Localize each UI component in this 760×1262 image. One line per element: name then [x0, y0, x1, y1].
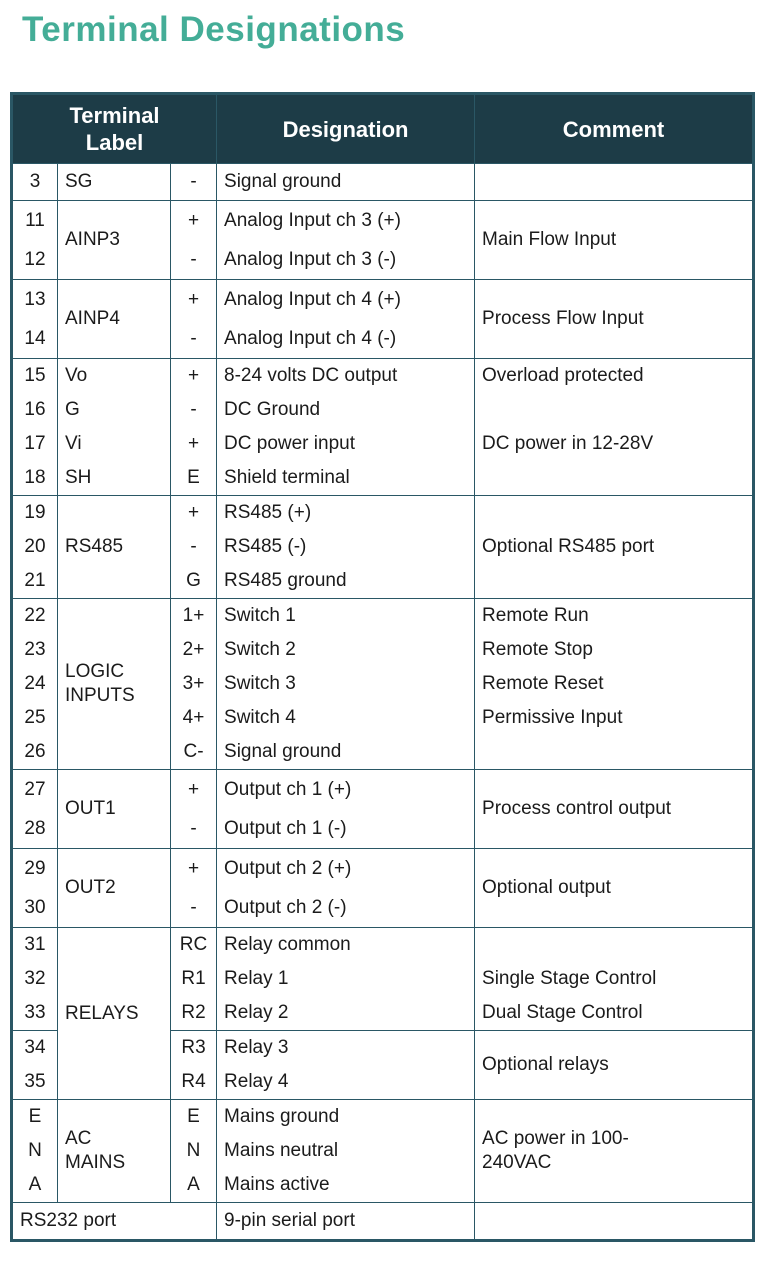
terminal-number: 26: [24, 741, 46, 762]
terminal-sign: R2: [181, 1002, 206, 1023]
terminal-sign-cell: [171, 359, 217, 496]
terminal-label: OUT1: [65, 798, 116, 819]
header-designation: Designation: [217, 94, 475, 164]
designation-cell: [217, 1203, 475, 1241]
terminal-sign-cell: [171, 164, 217, 201]
terminal-label-cell: [58, 770, 171, 849]
terminal-label-cell: [58, 280, 171, 359]
comment: Optional RS485 port: [482, 536, 655, 557]
table-row: [12, 496, 754, 599]
terminal-number: 21: [24, 570, 46, 591]
terminal-number-cell: [12, 496, 58, 599]
designation: Analog Input ch 3 (-): [224, 249, 397, 270]
terminal-label-cell: [58, 928, 171, 1100]
designation-cell: [217, 928, 475, 1031]
terminal-number: 15: [24, 365, 46, 386]
table-row: [12, 201, 754, 280]
comment: Remote Run: [482, 605, 589, 626]
comment: [475, 735, 752, 769]
designation: Analog Input ch 3 (+): [224, 210, 401, 231]
terminal-sign: R1: [181, 968, 206, 989]
table-row: [12, 164, 754, 201]
terminal-label: SG: [65, 171, 93, 192]
designation: 9-pin serial port: [224, 1210, 355, 1231]
terminal-sign: -: [190, 536, 197, 557]
table-row: [12, 280, 754, 359]
comment-cell: [475, 496, 754, 599]
designation: Relay 2: [224, 1002, 289, 1023]
terminal-number-cell: [12, 201, 58, 280]
table-row: [12, 359, 754, 496]
comment: Optional output: [482, 877, 611, 898]
designation-cell: [217, 1100, 475, 1203]
designation: Relay 1: [224, 968, 289, 989]
comment: Overload protected: [482, 365, 644, 386]
table-row: [12, 1100, 754, 1203]
designation: Relay common: [224, 934, 351, 955]
terminal-number: 35: [24, 1071, 46, 1092]
comment: Process control output: [482, 798, 672, 819]
terminal-sign-cell: [171, 928, 217, 1031]
designation-cell: [217, 599, 475, 770]
terminal-sign: E: [187, 467, 200, 488]
designation-cell: [217, 1031, 475, 1100]
terminal-sign: -: [190, 818, 197, 839]
terminal-sign: -: [190, 897, 197, 918]
terminal-sign: A: [187, 1174, 200, 1195]
designation: Output ch 2 (+): [224, 858, 352, 879]
terminal-number: 12: [24, 249, 46, 270]
terminal-label: Vo: [65, 365, 88, 386]
terminal-label: RS485: [65, 536, 124, 557]
comment-cell: [475, 770, 754, 849]
designation-cell: [217, 770, 475, 849]
terminal-label: AINP4: [65, 308, 120, 329]
terminal-number: 20: [24, 536, 46, 557]
terminal-number: 16: [24, 399, 46, 420]
designation: DC power input: [224, 433, 355, 454]
comment: Single Stage Control: [482, 968, 657, 989]
terminal-sign: N: [186, 1140, 201, 1161]
terminal-number: 31: [24, 934, 46, 955]
terminal-number: 18: [24, 467, 46, 488]
terminal-number: 17: [24, 433, 46, 454]
terminal-sign: 4+: [182, 707, 205, 728]
terminal-label-cell: [58, 599, 171, 770]
designation-cell: [217, 359, 475, 496]
terminal-sign: C-: [183, 741, 204, 762]
terminal-sign: 2+: [182, 639, 205, 660]
terminal-number-cell: [12, 928, 58, 1031]
designation-cell: [217, 849, 475, 928]
terminal-designations-table: [10, 92, 755, 1242]
terminal-sign: +: [187, 365, 200, 386]
terminal-label-cell: [58, 201, 171, 280]
comment-cell: [475, 201, 754, 280]
designation: Output ch 1 (-): [224, 818, 347, 839]
designation: Relay 4: [224, 1071, 289, 1092]
designation: Output ch 2 (-): [224, 897, 347, 918]
terminal-number: 32: [24, 968, 46, 989]
terminal-number-cell: [12, 164, 58, 201]
terminal-label: RS232 port: [20, 1210, 117, 1231]
comment-cell: [475, 280, 754, 359]
terminal-sign: -: [190, 399, 197, 420]
comment: Dual Stage Control: [482, 1002, 643, 1023]
terminal-label: RELAYS: [65, 1002, 139, 1024]
terminal-label: OUT2: [65, 877, 116, 898]
terminal-sign: +: [187, 502, 200, 523]
terminal-number: 24: [24, 673, 46, 694]
comment: [475, 461, 752, 495]
terminal-sign: +: [187, 858, 200, 879]
terminal-number: 19: [24, 502, 46, 523]
designation: Mains neutral: [224, 1140, 339, 1161]
designation: Mains ground: [224, 1106, 340, 1127]
table-row: [12, 849, 754, 928]
comment: Remote Reset: [482, 673, 604, 694]
designation: Switch 4: [224, 707, 296, 728]
terminal-number: 22: [24, 605, 46, 626]
designation: Switch 1: [224, 605, 296, 626]
comment-cell: [475, 164, 754, 201]
designation: Switch 3: [224, 673, 296, 694]
terminal-sign: +: [187, 779, 200, 800]
designation: RS485 (+): [224, 502, 312, 523]
terminal-label: SH: [65, 467, 92, 488]
terminal-number-cell: [12, 280, 58, 359]
terminal-sign: R4: [181, 1071, 206, 1092]
terminal-number: 30: [24, 897, 46, 918]
comment: AC power in 100-240VAC: [482, 1128, 629, 1173]
terminal-number: 25: [24, 707, 46, 728]
terminal-sign-cell: [171, 1031, 217, 1100]
terminal-sign: -: [190, 249, 197, 270]
terminal-number: 34: [24, 1037, 46, 1058]
comment: [475, 164, 752, 200]
terminal-label-cell: [58, 164, 171, 201]
designation: Switch 2: [224, 639, 296, 660]
terminal-number: 33: [24, 1002, 46, 1023]
comment-cell: [475, 599, 754, 770]
header-comment: Comment: [475, 94, 754, 164]
designation: Signal ground: [224, 171, 342, 192]
terminal-label-cell: [58, 496, 171, 599]
designation: Relay 3: [224, 1037, 289, 1058]
designation-cell: [217, 280, 475, 359]
terminal-number: A: [28, 1174, 42, 1195]
comment-cell: [475, 359, 754, 496]
terminal-sign-cell: [171, 770, 217, 849]
designation-cell: [217, 164, 475, 201]
table-row: [12, 928, 754, 1031]
terminal-number: N: [28, 1140, 42, 1161]
terminal-label-cell: [58, 1100, 171, 1203]
terminal-sign: RC: [179, 934, 208, 955]
terminal-number-cell: [12, 599, 58, 770]
terminal-sign: +: [187, 289, 200, 310]
terminal-sign: 1+: [182, 605, 205, 626]
terminal-number: 11: [25, 210, 45, 231]
comment: DC power in 12-28V: [482, 433, 654, 454]
comment-cell: [475, 849, 754, 928]
table-row: [12, 1203, 754, 1241]
terminal-number: 23: [24, 639, 46, 660]
terminal-number-cell: [12, 770, 58, 849]
terminal-sign-cell: [171, 599, 217, 770]
terminal-sign: +: [187, 210, 200, 231]
terminal-sign: -: [190, 328, 197, 349]
terminal-sign: 3+: [182, 673, 205, 694]
terminal-label: Vi: [65, 433, 82, 454]
designation: Output ch 1 (+): [224, 779, 352, 800]
comment: [475, 928, 752, 962]
terminal-sign: E: [187, 1106, 200, 1127]
comment: Process Flow Input: [482, 308, 644, 329]
terminal-sign: -: [190, 171, 197, 192]
terminal-sign: G: [186, 570, 201, 591]
terminal-number: 27: [24, 779, 46, 800]
comment: Optional relays: [482, 1054, 609, 1075]
designation: RS485 (-): [224, 536, 307, 557]
comment-cell: [475, 1031, 754, 1100]
designation: Analog Input ch 4 (+): [224, 289, 401, 310]
comment: Permissive Input: [482, 707, 623, 728]
comment: Main Flow Input: [482, 229, 617, 250]
comment-cell: [475, 1100, 754, 1203]
table-header-row: [12, 94, 754, 164]
designation: RS485 ground: [224, 570, 347, 591]
terminal-sign-cell: [171, 201, 217, 280]
terminal-number-cell: [12, 359, 58, 496]
terminal-sign-cell: [171, 849, 217, 928]
terminal-number: 28: [24, 818, 46, 839]
designation: Mains active: [224, 1174, 330, 1195]
terminal-label: AINP3: [65, 229, 120, 250]
comment: [475, 393, 752, 427]
terminal-label: LOGIC INPUTS: [65, 661, 135, 706]
terminal-label-cell: [58, 359, 171, 496]
terminal-number-cell: [12, 849, 58, 928]
terminal-sign-cell: [171, 496, 217, 599]
designation: 8-24 volts DC output: [224, 365, 398, 386]
designation-cell: [217, 201, 475, 280]
comment: Remote Stop: [482, 639, 593, 660]
terminal-label: G: [65, 399, 80, 420]
terminal-number: 14: [24, 328, 46, 349]
designation-cell: [217, 496, 475, 599]
terminal-number: 29: [24, 858, 46, 879]
terminal-label-cell: [58, 849, 171, 928]
comment: [475, 1203, 752, 1239]
designation: DC Ground: [224, 399, 321, 420]
terminal-label-cell: [12, 1203, 217, 1241]
table-row: [12, 599, 754, 770]
terminal-label: AC MAINS: [65, 1128, 126, 1173]
terminal-sign-cell: [171, 1100, 217, 1203]
designation: Shield terminal: [224, 467, 350, 488]
header-terminal-label: Terminal Label: [12, 94, 217, 164]
table-row: [12, 770, 754, 849]
terminal-number: E: [28, 1106, 42, 1127]
terminal-sign: R3: [181, 1037, 206, 1058]
terminal-sign-cell: [171, 280, 217, 359]
terminal-number-cell: [12, 1100, 58, 1203]
terminal-number: 3: [29, 171, 41, 192]
page-title: Terminal Designations: [22, 10, 406, 49]
designation: Signal ground: [224, 741, 342, 762]
comment-cell: [475, 1203, 754, 1241]
comment-cell: [475, 928, 754, 1031]
terminal-number-cell: [12, 1031, 58, 1100]
terminal-sign: +: [187, 433, 200, 454]
designation: Analog Input ch 4 (-): [224, 328, 397, 349]
terminal-number: 13: [24, 289, 46, 310]
